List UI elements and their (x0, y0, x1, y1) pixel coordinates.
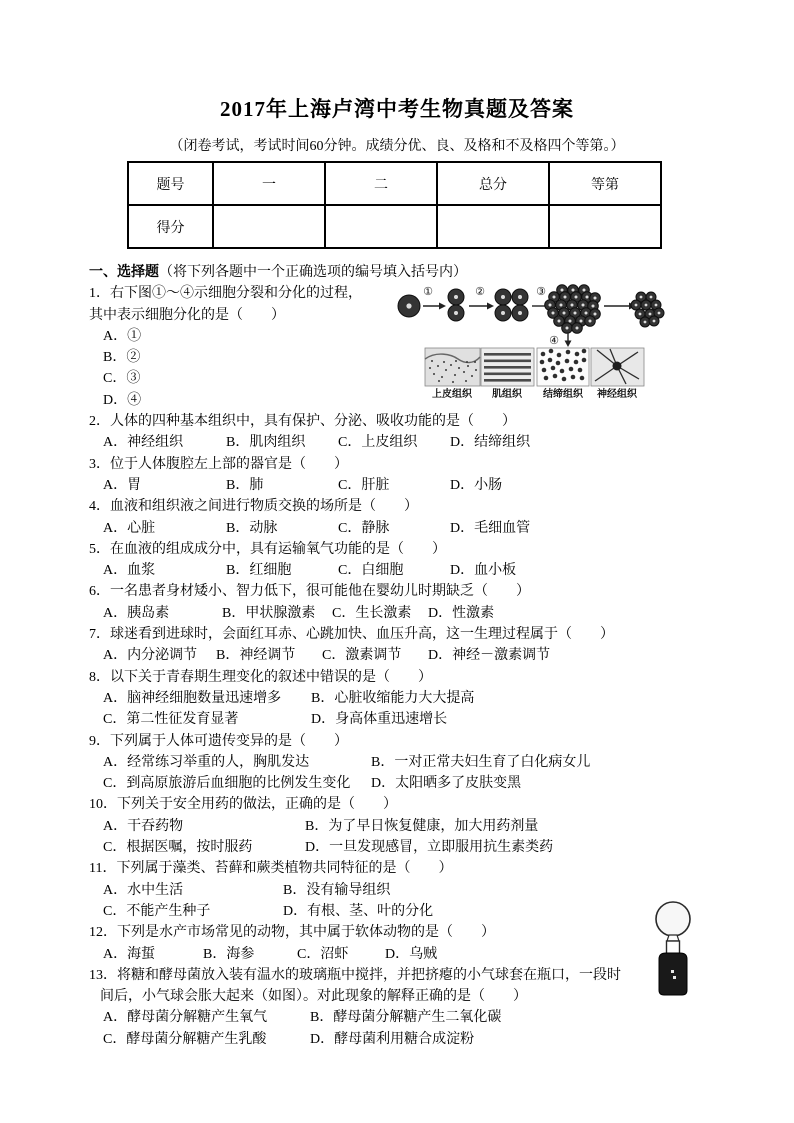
option-c: C．酵母菌分解糖产生乳酸 (103, 1031, 267, 1047)
options-row (89, 837, 794, 858)
option-d: D．结缔组织 (450, 435, 531, 451)
tissue-label-nervous: 神经组织 (597, 389, 637, 400)
option-b: B．海参 (203, 946, 255, 962)
options-row (89, 688, 794, 709)
option-d: D．一旦发现感冒，立即服用抗生素类药 (305, 840, 554, 856)
question-text: 5．在血液的组成成分中，具有运输氧气功能的是（ ） (89, 541, 446, 557)
option-d: D．小肠 (450, 477, 503, 493)
options-row (89, 816, 794, 837)
option-d: D．太阳晒多了皮肤变黑 (371, 776, 522, 792)
option-b: B．肌肉组织 (226, 435, 306, 451)
question-text: 间后，小气球会胀大起来（如图）。对此现象的解释正确的是（ ） (100, 989, 527, 1005)
question-text: 9．下列属于人体可遗传变异的是（ ） (89, 733, 348, 749)
cell-diagram-svg (396, 282, 720, 400)
question-text: 2．人体的四种基本组织中，具有保护、分泌、吸收功能的是（ ） (89, 414, 516, 430)
option-a: A．胰岛素 (103, 605, 170, 621)
options-row (89, 603, 794, 624)
balloon-bottle-svg (648, 898, 700, 998)
question-text: 13．将糖和酵母菌放入装有温水的玻璃瓶中搅拌，并把挤瘪的小气球套在瓶口，一段时 (89, 967, 621, 983)
question-3 (89, 454, 794, 497)
score-table-header-row (128, 162, 661, 205)
option-a: A．神经组织 (103, 435, 184, 451)
question-8 (89, 667, 794, 731)
options-row (89, 560, 794, 581)
differentiated-cluster (631, 292, 664, 327)
option-a: A．干吞药物 (103, 818, 184, 834)
option-c: C．生长激素 (332, 605, 412, 621)
option-a: A．血浆 (103, 563, 156, 579)
question-4 (89, 496, 794, 539)
option-d: D．酵母菌利用糖合成淀粉 (310, 1031, 475, 1047)
option-c: C．肝脏 (338, 477, 390, 493)
question-text: 11．下列属于藻类、苔藓和蕨类植物共同特征的是（ ） (89, 861, 453, 877)
options-row (89, 709, 794, 730)
option-b: B．肺 (226, 477, 264, 493)
score-cell-blank (549, 205, 661, 248)
option-d: D．性激素 (428, 605, 495, 621)
options-row (89, 752, 794, 773)
options-row (89, 1007, 794, 1028)
option-c: C．到高原旅游后血细胞的比例发生变化 (103, 776, 351, 792)
option-b: B．心脏收缩能力大大提高 (311, 690, 475, 706)
option-a: A．脑神经细胞数量迅速增多 (103, 690, 282, 706)
option-b: B．一对正常夫妇生育了白化病女儿 (371, 754, 591, 770)
option-c: C．白细胞 (338, 563, 404, 579)
question-text: 1．右下图①～④示细胞分裂和分化的过程， (89, 286, 362, 302)
tissue-image-nervous (591, 348, 644, 386)
option-c: C．第二性征发育显著 (103, 712, 239, 728)
option-d: D．有根、茎、叶的分化 (283, 903, 434, 919)
option-b: B．神经调节 (216, 648, 296, 664)
cell-cluster (545, 285, 601, 334)
question-text: 4．血液和组织液之间进行物质交换的场所是（ ） (89, 499, 418, 515)
score-header-grade: 等第 (549, 162, 661, 205)
option-a: A．① (103, 328, 142, 344)
question-text: 6．一名患者身材矮小、智力低下，很可能他在婴幼儿时期缺乏（ ） (89, 584, 530, 600)
balloon-icon (656, 902, 690, 941)
option-b: B．甲状腺激素 (222, 605, 316, 621)
balloon-bottle-image (648, 898, 700, 998)
option-c: C．根据医嘱，按时服药 (103, 840, 253, 856)
option-b: B．② (103, 350, 141, 366)
tissue-image-epithelial (425, 348, 480, 386)
score-header-total: 总分 (437, 162, 549, 205)
option-b: B．没有输导组织 (283, 882, 391, 898)
option-b: B．动脉 (226, 520, 278, 536)
option-b: B．酵母菌分解糖产生二氧化碳 (310, 1010, 502, 1026)
question-text: 3．位于人体腹腔左上部的器官是（ ） (89, 456, 348, 472)
score-header-part-two: 二 (325, 162, 437, 205)
section-note: （将下列各题中一个正确选项的编号填入括号内） (159, 265, 467, 280)
question-6 (89, 581, 794, 624)
options-row (89, 518, 794, 539)
tissue-label-connective: 结缔组织 (543, 389, 583, 400)
question-text: 10．下列关于安全用药的做法，正确的是（ ） (89, 797, 397, 813)
option-a: A．心脏 (103, 520, 156, 536)
option-d: D．血小板 (450, 563, 517, 579)
score-table (127, 161, 662, 249)
tissue-label-epithelial: 上皮组织 (432, 389, 472, 400)
score-table-score-row (128, 205, 661, 248)
option-c: C．沼虾 (297, 946, 349, 962)
options-row (89, 432, 794, 453)
option-a: A．内分泌调节 (103, 648, 198, 664)
option-d: D．④ (103, 392, 142, 408)
score-cell-blank (325, 205, 437, 248)
tissue-image-muscle (481, 348, 534, 386)
tissue-image-connective (537, 348, 589, 386)
option-c: C．激素调节 (322, 648, 402, 664)
option-a: A．酵母菌分解糖产生氧气 (103, 1010, 268, 1026)
option-d: D．神经－激素调节 (428, 648, 551, 664)
step-label-4: ④ (549, 335, 559, 347)
tissue-label-muscle: 肌组织 (492, 389, 522, 400)
option-b: B．红细胞 (226, 563, 292, 579)
section-title: 一、选择题 (89, 265, 159, 280)
question-2 (89, 411, 794, 454)
question-10 (89, 794, 794, 858)
cell-division-diagram (396, 282, 720, 400)
question-5 (89, 539, 794, 582)
option-d: D．乌贼 (385, 946, 438, 962)
question-text: 其中表示细胞分化的是（ ） (89, 307, 285, 323)
page-title: 2017年上海卢湾中考生物真题及答案 (220, 97, 574, 121)
question-9 (89, 731, 794, 795)
score-header-part-one: 一 (213, 162, 325, 205)
options-row (89, 773, 794, 794)
bottle-icon (659, 941, 687, 995)
step-label-2: ② (475, 286, 485, 298)
step-label-1: ① (423, 286, 433, 298)
options-row (89, 1029, 794, 1050)
two-cell-stage (448, 289, 464, 321)
option-b: B．为了早日恢复健康，加大用药剂量 (305, 818, 539, 834)
options-row (89, 645, 794, 666)
options-row (89, 475, 794, 496)
score-cell-blank (437, 205, 549, 248)
four-cell-stage (495, 289, 528, 321)
option-c: C．不能产生种子 (103, 903, 211, 919)
single-cell (398, 295, 420, 317)
option-d: D．身高体重迅速增长 (311, 712, 448, 728)
option-a: A．经常练习举重的人，胸肌发达 (103, 754, 310, 770)
question-text: 8．以下关于青春期生理变化的叙述中错误的是（ ） (89, 669, 432, 685)
option-d: D．毛细血管 (450, 520, 531, 536)
section-heading (89, 262, 794, 283)
option-a: A．海蜇 (103, 946, 156, 962)
option-c: C．③ (103, 371, 141, 387)
question-text: 12．下列是水产市场常见的动物，其中属于软体动物的是（ ） (89, 925, 495, 941)
score-row-label: 得分 (128, 205, 213, 248)
score-cell-blank (213, 205, 325, 248)
step-label-3: ③ (536, 286, 546, 298)
question-text: 7．球迷看到进球时，会面红耳赤、心跳加快、血压升高，这一生理过程属于（ ） (89, 627, 614, 643)
option-a: A．水中生活 (103, 882, 184, 898)
question-7 (89, 624, 794, 667)
option-c: C．上皮组织 (338, 435, 418, 451)
option-c: C．静脉 (338, 520, 390, 536)
score-header-question-no: 题号 (128, 162, 213, 205)
exam-instructions: （闭卷考试，考试时间60分钟。成绩分优、良、及格和不及格四个等第。） (169, 139, 625, 154)
option-a: A．胃 (103, 477, 142, 493)
